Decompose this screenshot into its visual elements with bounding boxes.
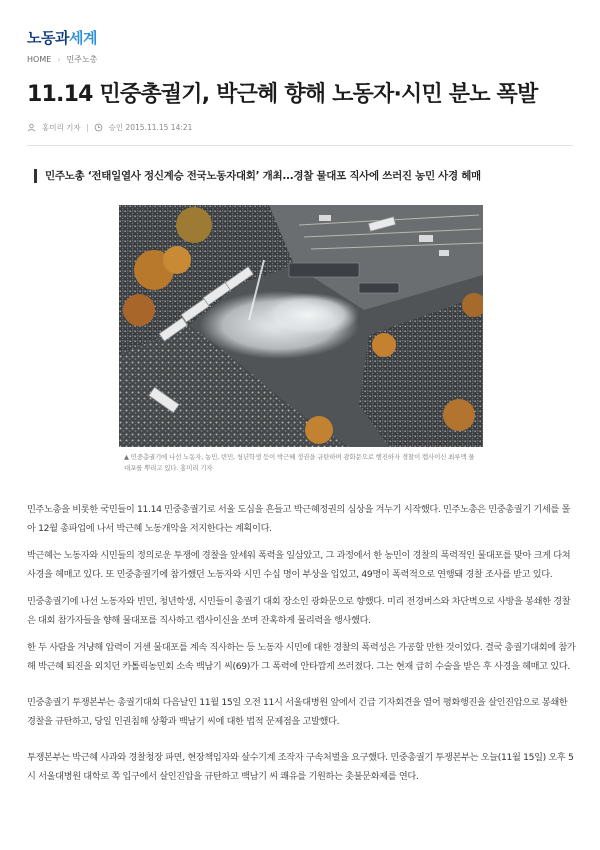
article-paragraph: 박근혜는 노동자와 시민들의 정의로운 투쟁에 경찰을 앞세워 폭력을 일삼았고, 그 과정에서 한 농민이 경찰의 폭력적인 물대포를 맞아 크게 다쳐 사경을 헤매고 있다. 또 민중총궐기에 참가했던 노동자와 시민 수십 명이 부상을 입었고, 49명이 폭력적으로 연행돼 경찰 조사를 받고 있다. [27, 550, 571, 580]
article-body [27, 500, 577, 786]
article-paragraph: 민중총궐기 투쟁본부는 총궐기대회 다음날인 11월 15일 오전 11시 서울대병원 앞에서 긴급 기자회견을 열어 평화행진을 살인진압으로 봉쇄한 경찰을 규탄하고, 당일 인권침해 상황과 백남기 씨에 대한 법적 문제점을 고발했다. [27, 697, 568, 727]
article-paragraph: 민중총궐기에 나선 노동자와 빈민, 청년학생, 시민들이 총궐기 대회 장소인 광화문으로 향했다. 미리 전경버스와 차단벽으로 사방을 봉쇄한 경찰은 대회 참가자들을 향해 물대포를 직사하고 캡사이신을 쏘며 잔혹하게 물리력을 행사했다. [27, 596, 571, 626]
header-divider [27, 145, 573, 146]
logo-accent: 세계 [68, 28, 97, 47]
breadcrumb-section[interactable]: 민주노총 [66, 55, 98, 64]
article-paragraph: 민주노총을 비롯한 국민들이 11.14 민중총궐기로 서울 도심을 흔들고 박근혜정권의 심상을 겨누기 시작했다. 민주노총은 민중총궐기 기세를 몰아 12월 총파업에 나서 박근혜 노동개악을 저지한다는 계획이다. [27, 504, 571, 534]
site-logo[interactable] [27, 27, 97, 47]
article-title: 11.14 민중총궐기, 박근혜 향해 노동자·시민 분노 폭발 [27, 82, 538, 107]
chevron-right-icon: › [57, 55, 61, 64]
clock-icon [94, 123, 103, 132]
article-photo[interactable] [119, 205, 483, 447]
article-subhead: 민주노총 ‘전태일열사 정신계승 전국노동자대회’ 개최...경찰 물대포 직사에 쓰러진 농민 사경 헤매 [34, 169, 585, 183]
photo-caption: ▲ 민중총궐기에 나선 노동자, 농민, 빈민, 청년학생 등이 박근혜 정권을 규탄하며 광화문으로 행진하자 경찰이 캡사이신 최루액 물대포를 뿌리고 있다. 홍미리 기자 [124, 453, 475, 472]
logo-wordmark [27, 27, 97, 48]
user-icon [27, 123, 36, 132]
breadcrumb [27, 54, 97, 65]
meta-divider [87, 124, 88, 132]
logo-main: 노동과 [27, 28, 69, 47]
article-date: 승인 2015.11.15 14:21 [108, 123, 193, 132]
article-paragraph: 한 두 사람을 겨냥해 압력이 거센 물대포를 계속 직사하는 등 노동자 시민에 대한 경찰의 폭력성은 가공할 만한 것이었다. 결국 총궐기대회에 참가해 박근혜 퇴진을 외치던 카톨릭농민회 소속 백남기 씨(69)가 그 폭력에 안타깝게 쓰러졌다. 그는 현재 급히 수술을 받은 후 사경을 헤매고 있다. [27, 642, 576, 672]
article-meta [27, 122, 192, 133]
breadcrumb-home[interactable]: HOME [27, 55, 52, 64]
article-author: 홍미리 기자 [42, 123, 81, 132]
protest-aerial-image [119, 205, 483, 447]
article-paragraph: 투쟁본부는 박근혜 사과와 경찰청장 파면, 현장책임자와 살수기계 조작자 구속처벌을 요구했다. 민중총궐기 투쟁본부는 오늘(11월 15일) 오후 5시 서울대병원 대학로 쪽 입구에서 살인진압을 규탄하고 백남기 씨 쾌유를 기원하는 촛불문화제를 연다. [27, 752, 574, 782]
